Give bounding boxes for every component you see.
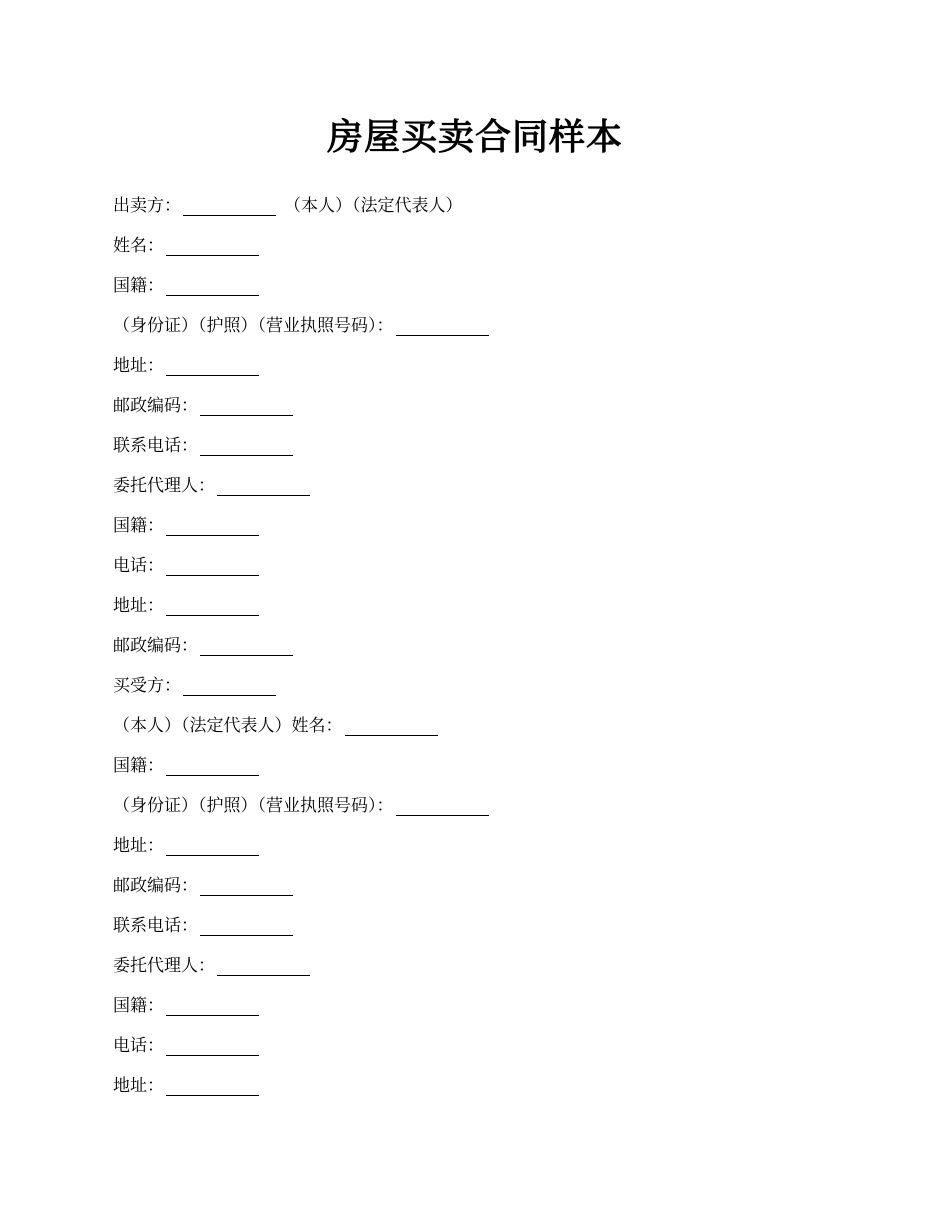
- field-label: 买受方：: [113, 676, 181, 696]
- document-title: 房屋买卖合同样本: [326, 116, 623, 158]
- field-label: 联系电话：: [113, 436, 198, 456]
- field-label: 地址：: [113, 836, 164, 856]
- contract-field-line: [113, 859, 853, 899]
- field-label: 国籍：: [113, 516, 164, 536]
- contract-field-line: [113, 779, 853, 819]
- field-label: 国籍：: [113, 276, 164, 296]
- field-label: （身份证）（护照）（营业执照号码）：: [113, 316, 394, 336]
- field-label: 邮政编码：: [113, 636, 198, 656]
- field-label: 姓名：: [113, 236, 164, 256]
- fill-in-blank[interactable]: [166, 275, 259, 296]
- fill-in-blank[interactable]: [200, 435, 293, 456]
- field-label: 国籍：: [113, 996, 164, 1016]
- fill-in-blank[interactable]: [166, 355, 259, 376]
- field-label: 邮政编码：: [113, 396, 198, 416]
- contract-field-line: [113, 699, 853, 739]
- fill-in-blank[interactable]: [345, 715, 438, 736]
- contract-field-line: [113, 299, 853, 339]
- field-label: 国籍：: [113, 756, 164, 776]
- fill-in-blank[interactable]: [200, 395, 293, 416]
- contract-field-line: [113, 979, 853, 1019]
- contract-field-line: [113, 659, 853, 699]
- field-label: 委托代理人：: [113, 476, 215, 496]
- contract-field-line: [113, 619, 853, 659]
- contract-field-line: [113, 419, 853, 459]
- fill-in-blank[interactable]: [200, 915, 293, 936]
- contract-field-line: [113, 899, 853, 939]
- contract-field-line: [113, 539, 853, 579]
- fill-in-blank[interactable]: [166, 995, 259, 1016]
- fill-in-blank[interactable]: [200, 875, 293, 896]
- contract-field-line: [113, 1019, 853, 1059]
- fill-in-blank[interactable]: [166, 515, 259, 536]
- fill-in-blank[interactable]: [166, 835, 259, 856]
- contract-field-line: [113, 499, 853, 539]
- fill-in-blank[interactable]: [396, 315, 489, 336]
- contract-field-line: [113, 579, 853, 619]
- fill-in-blank[interactable]: [396, 795, 489, 816]
- fill-in-blank[interactable]: [166, 1075, 259, 1096]
- contract-field-line: [113, 179, 853, 219]
- field-label: 地址：: [113, 596, 164, 616]
- contract-field-line: [113, 739, 853, 779]
- contract-field-line: [113, 939, 853, 979]
- fill-in-blank[interactable]: [166, 755, 259, 776]
- field-label: 出卖方：: [113, 196, 181, 216]
- field-label: 电话：: [113, 1036, 164, 1056]
- fill-in-blank[interactable]: [217, 475, 310, 496]
- contract-field-list: [113, 179, 853, 1099]
- field-label: 联系电话：: [113, 916, 198, 936]
- fill-in-blank[interactable]: [166, 1035, 259, 1056]
- field-label: 电话：: [113, 556, 164, 576]
- fill-in-blank[interactable]: [183, 675, 276, 696]
- field-label: 地址：: [113, 356, 164, 376]
- fill-in-blank[interactable]: [166, 555, 259, 576]
- contract-field-line: [113, 339, 853, 379]
- field-suffix-text: （本人）（法定代表人）: [284, 196, 463, 216]
- field-label: 委托代理人：: [113, 956, 215, 976]
- contract-field-line: [113, 819, 853, 859]
- contract-field-line: [113, 1059, 853, 1099]
- fill-in-blank[interactable]: [166, 235, 259, 256]
- fill-in-blank[interactable]: [217, 955, 310, 976]
- fill-in-blank[interactable]: [183, 195, 276, 216]
- fill-in-blank[interactable]: [200, 635, 293, 656]
- contract-field-line: [113, 459, 853, 499]
- field-label: 地址：: [113, 1076, 164, 1096]
- contract-field-line: [113, 259, 853, 299]
- field-label: （身份证）（护照）（营业执照号码）：: [113, 796, 394, 816]
- field-label: （本人）（法定代表人）姓名：: [113, 716, 343, 736]
- field-label: 邮政编码：: [113, 876, 198, 896]
- fill-in-blank[interactable]: [166, 595, 259, 616]
- contract-field-line: [113, 219, 853, 259]
- contract-field-line: [113, 379, 853, 419]
